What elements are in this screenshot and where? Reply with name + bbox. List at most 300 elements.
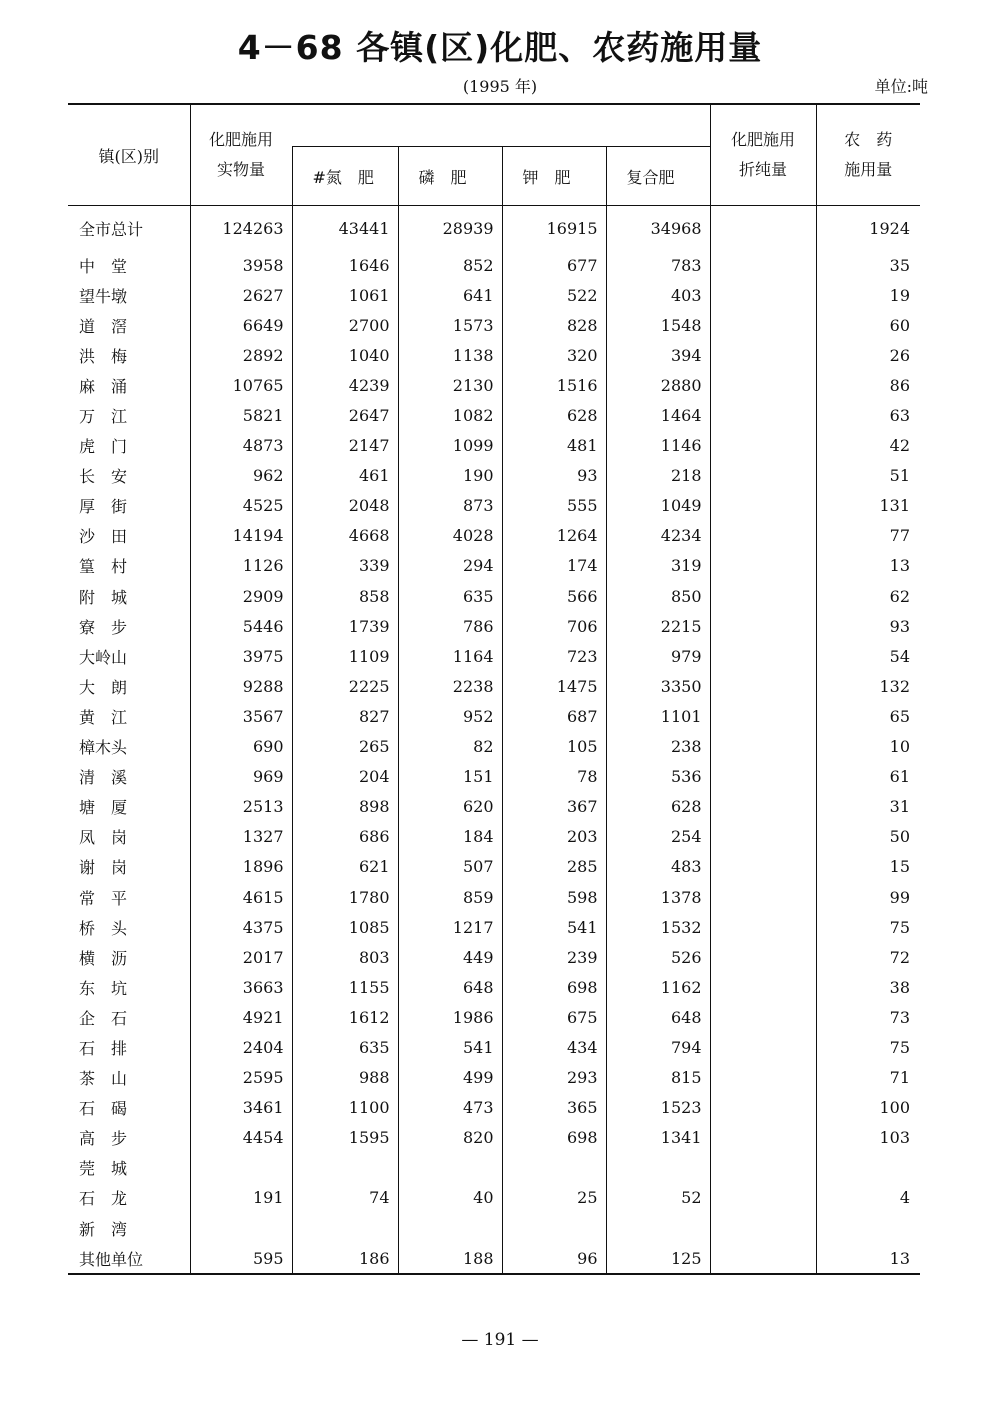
cell-phosphate: 1164 (398, 641, 502, 671)
cell-compound: 34968 (606, 206, 710, 251)
cell-nitrogen: 1109 (292, 641, 398, 671)
cell-physical: 124263 (190, 206, 292, 251)
table-row (68, 431, 920, 461)
cell-nitrogen: 686 (292, 822, 398, 852)
cell-pure (710, 461, 816, 491)
region-name: 其他单位 (68, 1243, 190, 1274)
cell-pesticide: 38 (816, 972, 920, 1002)
page-title: 4－68 各镇(区)化肥、农药施用量 (237, 28, 763, 67)
cell-potash: 96 (502, 1243, 606, 1274)
cell-compound: 815 (606, 1063, 710, 1093)
table-row (68, 206, 920, 251)
cell-pesticide: 99 (816, 882, 920, 912)
cell-pesticide: 51 (816, 461, 920, 491)
cell-phosphate: 151 (398, 762, 502, 792)
cell-pure (710, 942, 816, 972)
cell-compound: 1548 (606, 310, 710, 340)
cell-compound: 4234 (606, 521, 710, 551)
table-row (68, 310, 920, 340)
cell-potash: 566 (502, 581, 606, 611)
cell-compound: 1101 (606, 701, 710, 731)
cell-pure (710, 611, 816, 641)
cell-pure (710, 822, 816, 852)
region-name: 厚 街 (79, 497, 128, 517)
cell-physical: 6649 (190, 310, 292, 340)
cell-compound: 979 (606, 641, 710, 671)
region-name: 寮 步 (79, 617, 128, 637)
region-name: 桥 头 (79, 918, 128, 938)
cell-pesticide: 86 (816, 370, 920, 400)
region-name: 塘 厦 (79, 798, 128, 818)
table-row (68, 1153, 920, 1183)
cell-pesticide: 62 (816, 581, 920, 611)
cell-physical: 4921 (190, 1002, 292, 1032)
cell-pure (710, 431, 816, 461)
table-row (68, 340, 920, 370)
cell-potash: 481 (502, 431, 606, 461)
cell-potash: 239 (502, 942, 606, 972)
cell-compound: 2215 (606, 611, 710, 641)
table-row (68, 250, 920, 280)
cell-pure (710, 340, 816, 370)
cell-potash: 174 (502, 551, 606, 581)
cell-compound: 648 (606, 1002, 710, 1032)
cell-compound: 1523 (606, 1093, 710, 1123)
cell-compound: 850 (606, 581, 710, 611)
cell-nitrogen: 803 (292, 942, 398, 972)
cell-physical: 2404 (190, 1032, 292, 1062)
cell-phosphate: 190 (398, 461, 502, 491)
cell-pure (710, 641, 816, 671)
header-compound: 复合肥 (606, 147, 710, 206)
region-name: 中 堂 (79, 256, 128, 276)
cell-phosphate: 499 (398, 1063, 502, 1093)
cell-pesticide: 72 (816, 942, 920, 972)
cell-pure (710, 732, 816, 762)
cell-compound: 1162 (606, 972, 710, 1002)
cell-pure (710, 972, 816, 1002)
cell-pure (710, 1063, 816, 1093)
cell-physical: 1126 (190, 551, 292, 581)
table-row (68, 732, 920, 762)
cell-physical: 3461 (190, 1093, 292, 1123)
cell-pure (710, 852, 816, 882)
header-breakdown-gap (292, 104, 710, 147)
region-name: 石 排 (79, 1038, 128, 1058)
cell-physical: 2909 (190, 581, 292, 611)
cell-potash: 698 (502, 972, 606, 1002)
cell-compound: 1049 (606, 491, 710, 521)
page-number: — 191 — (461, 1330, 539, 1350)
region-name: 黄 江 (79, 707, 128, 727)
region-name: 道 滘 (79, 316, 128, 336)
table-row (68, 400, 920, 430)
cell-potash: 522 (502, 280, 606, 310)
cell-nitrogen: 898 (292, 792, 398, 822)
cell-compound: 628 (606, 792, 710, 822)
cell-physical: 2595 (190, 1063, 292, 1093)
cell-potash: 598 (502, 882, 606, 912)
region-name: 大岭山 (79, 647, 128, 667)
cell-pesticide: 65 (816, 701, 920, 731)
cell-potash: 1516 (502, 370, 606, 400)
cell-pure (710, 521, 816, 551)
cell-phosphate: 184 (398, 822, 502, 852)
cell-pesticide: 1924 (816, 206, 920, 251)
cell-compound: 218 (606, 461, 710, 491)
header-phosphate: 磷 肥 (398, 147, 502, 206)
cell-physical: 4375 (190, 912, 292, 942)
cell-pesticide: 75 (816, 1032, 920, 1062)
table-row (68, 822, 920, 852)
cell-potash: 541 (502, 912, 606, 942)
table-row (68, 1123, 920, 1153)
cell-pesticide: 93 (816, 611, 920, 641)
header-fert-physical-line1: 化肥施用 (208, 130, 273, 149)
cell-compound: 3350 (606, 671, 710, 701)
cell-pure (710, 400, 816, 430)
cell-potash: 203 (502, 822, 606, 852)
cell-nitrogen: 635 (292, 1032, 398, 1062)
header-fert-pure (710, 104, 816, 206)
region-name: 大 朗 (79, 677, 128, 697)
table-row (68, 1093, 920, 1123)
cell-pure (710, 1123, 816, 1153)
cell-compound: 783 (606, 250, 710, 280)
cell-pesticide: 131 (816, 491, 920, 521)
cell-pure (710, 762, 816, 792)
cell-physical: 2627 (190, 280, 292, 310)
table-row (68, 671, 920, 701)
table-row (68, 852, 920, 882)
cell-phosphate: 473 (398, 1093, 502, 1123)
region-name: 石 碣 (79, 1099, 128, 1119)
cell-phosphate: 873 (398, 491, 502, 521)
cell-phosphate: 507 (398, 852, 502, 882)
cell-potash: 675 (502, 1002, 606, 1032)
cell-phosphate: 82 (398, 732, 502, 762)
cell-phosphate: 852 (398, 250, 502, 280)
cell-pure (710, 206, 816, 251)
region-name: 企 石 (79, 1008, 128, 1028)
region-name: 洪 梅 (79, 346, 128, 366)
cell-pure (710, 912, 816, 942)
cell-pesticide: 10 (816, 732, 920, 762)
cell-physical: 191 (190, 1153, 292, 1243)
cell-pesticide: 42 (816, 431, 920, 461)
table-row (68, 461, 920, 491)
cell-potash: 687 (502, 701, 606, 731)
cell-pesticide: 60 (816, 310, 920, 340)
cell-phosphate: 1217 (398, 912, 502, 942)
cell-physical: 962 (190, 461, 292, 491)
cell-potash: 78 (502, 762, 606, 792)
cell-compound: 394 (606, 340, 710, 370)
header-region: 镇(区)别 (68, 104, 190, 206)
cell-pure (710, 701, 816, 731)
cell-compound: 403 (606, 280, 710, 310)
cell-pure (710, 792, 816, 822)
table-row (68, 912, 920, 942)
cell-compound: 238 (606, 732, 710, 762)
cell-pure (710, 1243, 816, 1274)
cell-nitrogen: 1100 (292, 1093, 398, 1123)
table-row (68, 1032, 920, 1062)
cell-compound: 1378 (606, 882, 710, 912)
cell-phosphate: 294 (398, 551, 502, 581)
region-name: 东 坑 (79, 978, 128, 998)
cell-nitrogen: 461 (292, 461, 398, 491)
cell-potash: 698 (502, 1123, 606, 1153)
cell-compound: 1532 (606, 912, 710, 942)
cell-phosphate: 620 (398, 792, 502, 822)
cell-nitrogen: 827 (292, 701, 398, 731)
cell-nitrogen: 43441 (292, 206, 398, 251)
cell-pure (710, 310, 816, 340)
table-row (68, 611, 920, 641)
cell-physical: 1896 (190, 852, 292, 882)
header-nitrogen: #氮 肥 (292, 147, 398, 206)
header-fert-pure-line1: 化肥施用 (730, 130, 795, 149)
header-fert-physical-line2: 实物量 (216, 160, 265, 179)
cell-nitrogen: 1780 (292, 882, 398, 912)
cell-phosphate: 1986 (398, 1002, 502, 1032)
cell-phosphate: 4028 (398, 521, 502, 551)
cell-physical: 1327 (190, 822, 292, 852)
table-row (68, 370, 920, 400)
cell-phosphate: 648 (398, 972, 502, 1002)
fertilizer-pesticide-table (68, 103, 920, 1275)
cell-potash: 16915 (502, 206, 606, 251)
table-row (68, 701, 920, 731)
table-row (68, 1002, 920, 1032)
cell-phosphate: 820 (398, 1123, 502, 1153)
cell-pesticide: 13 (816, 1243, 920, 1274)
cell-nitrogen: 204 (292, 762, 398, 792)
cell-phosphate: 40 (398, 1153, 502, 1243)
cell-pure (710, 370, 816, 400)
cell-pesticide: 4 (816, 1153, 920, 1243)
cell-potash: 1475 (502, 671, 606, 701)
cell-phosphate: 2130 (398, 370, 502, 400)
cell-physical: 9288 (190, 671, 292, 701)
cell-nitrogen: 1085 (292, 912, 398, 942)
cell-potash: 285 (502, 852, 606, 882)
region-name: 长 安 (79, 467, 128, 487)
cell-nitrogen: 339 (292, 551, 398, 581)
year-label: (1995 年) (462, 77, 538, 96)
region-name: 望牛墩 (79, 286, 128, 306)
table-row (68, 280, 920, 310)
cell-phosphate: 2238 (398, 671, 502, 701)
table-row (68, 551, 920, 581)
cell-pure (710, 1002, 816, 1032)
region-name: 附 城 (79, 587, 128, 607)
region-name: 清 溪 (79, 768, 128, 788)
cell-compound: 536 (606, 762, 710, 792)
header-pesticide (816, 104, 920, 206)
region-name: 万 江 (79, 407, 128, 427)
cell-phosphate: 1138 (398, 340, 502, 370)
cell-pure (710, 1032, 816, 1062)
header-potash: 钾 肥 (502, 147, 606, 206)
cell-potash: 677 (502, 250, 606, 280)
region-name: 常 平 (79, 888, 128, 908)
region-name: 莞 城 (79, 1159, 128, 1179)
cell-nitrogen: 858 (292, 581, 398, 611)
cell-compound: 1341 (606, 1123, 710, 1153)
cell-potash: 628 (502, 400, 606, 430)
cell-compound: 1464 (606, 400, 710, 430)
cell-pure (710, 882, 816, 912)
cell-potash: 365 (502, 1093, 606, 1123)
cell-compound: 319 (606, 551, 710, 581)
cell-phosphate: 541 (398, 1032, 502, 1062)
region-name: 石 龙 (79, 1189, 128, 1209)
header-pesticide-line1: 农 药 (844, 130, 893, 149)
region-name: 新 湾 (79, 1219, 128, 1239)
cell-phosphate: 28939 (398, 206, 502, 251)
cell-compound: 483 (606, 852, 710, 882)
cell-phosphate: 1082 (398, 400, 502, 430)
cell-nitrogen: 2147 (292, 431, 398, 461)
cell-nitrogen: 1739 (292, 611, 398, 641)
cell-physical: 595 (190, 1243, 292, 1274)
cell-pesticide: 13 (816, 551, 920, 581)
region-name: 全市总计 (79, 219, 144, 239)
cell-potash: 1264 (502, 521, 606, 551)
cell-pure (710, 581, 816, 611)
table-row (68, 942, 920, 972)
cell-nitrogen: 74 (292, 1153, 398, 1243)
cell-pesticide: 26 (816, 340, 920, 370)
cell-phosphate: 641 (398, 280, 502, 310)
cell-physical: 3567 (190, 701, 292, 731)
cell-compound: 52 (606, 1153, 710, 1243)
cell-phosphate: 859 (398, 882, 502, 912)
cell-physical: 2892 (190, 340, 292, 370)
table-row (68, 792, 920, 822)
cell-nitrogen: 186 (292, 1243, 398, 1274)
cell-pure (710, 250, 816, 280)
table-row (68, 521, 920, 551)
cell-potash: 320 (502, 340, 606, 370)
cell-pesticide: 75 (816, 912, 920, 942)
cell-pesticide: 19 (816, 280, 920, 310)
cell-pure (710, 491, 816, 521)
cell-potash: 723 (502, 641, 606, 671)
cell-nitrogen: 2700 (292, 310, 398, 340)
cell-nitrogen: 988 (292, 1063, 398, 1093)
cell-physical: 2017 (190, 942, 292, 972)
region-name: 麻 涌 (79, 376, 128, 396)
cell-potash: 25 (502, 1153, 606, 1243)
cell-pesticide: 71 (816, 1063, 920, 1093)
cell-nitrogen: 2048 (292, 491, 398, 521)
cell-nitrogen: 2647 (292, 400, 398, 430)
region-name: 沙 田 (79, 527, 128, 547)
cell-potash: 706 (502, 611, 606, 641)
cell-physical: 14194 (190, 521, 292, 551)
cell-pesticide: 73 (816, 1002, 920, 1032)
cell-physical: 5446 (190, 611, 292, 641)
cell-phosphate: 952 (398, 701, 502, 731)
cell-physical: 5821 (190, 400, 292, 430)
cell-physical: 4873 (190, 431, 292, 461)
cell-nitrogen: 1612 (292, 1002, 398, 1032)
header-pesticide-line2: 施用量 (844, 160, 893, 179)
cell-physical: 3663 (190, 972, 292, 1002)
cell-potash: 93 (502, 461, 606, 491)
cell-compound: 254 (606, 822, 710, 852)
unit-label: 单位:吨 (874, 77, 928, 96)
cell-physical: 2513 (190, 792, 292, 822)
cell-nitrogen: 1155 (292, 972, 398, 1002)
cell-pure (710, 551, 816, 581)
table-row (68, 581, 920, 611)
cell-compound: 125 (606, 1243, 710, 1274)
region-name: 茶 山 (79, 1069, 128, 1089)
table-row (68, 882, 920, 912)
table-row (68, 641, 920, 671)
cell-compound: 526 (606, 942, 710, 972)
cell-physical: 4525 (190, 491, 292, 521)
region-name: 虎 门 (79, 437, 128, 457)
cell-pesticide: 61 (816, 762, 920, 792)
table-row (68, 972, 920, 1002)
cell-compound: 1146 (606, 431, 710, 461)
header-fert-physical (190, 104, 292, 206)
cell-phosphate: 449 (398, 942, 502, 972)
cell-physical: 3958 (190, 250, 292, 280)
cell-nitrogen: 1040 (292, 340, 398, 370)
cell-physical: 969 (190, 762, 292, 792)
cell-phosphate: 188 (398, 1243, 502, 1274)
region-name: 谢 岗 (79, 858, 128, 878)
cell-potash: 434 (502, 1032, 606, 1062)
cell-phosphate: 1573 (398, 310, 502, 340)
cell-phosphate: 635 (398, 581, 502, 611)
region-name: 凤 岗 (79, 828, 128, 848)
cell-compound: 794 (606, 1032, 710, 1062)
table-row (68, 491, 920, 521)
cell-nitrogen: 1595 (292, 1123, 398, 1153)
cell-pure (710, 1153, 816, 1243)
table-row (68, 1063, 920, 1093)
cell-pesticide: 77 (816, 521, 920, 551)
table-row (68, 762, 920, 792)
cell-pesticide: 15 (816, 852, 920, 882)
cell-pure (710, 671, 816, 701)
cell-physical: 4454 (190, 1123, 292, 1153)
cell-pure (710, 280, 816, 310)
cell-nitrogen: 4239 (292, 370, 398, 400)
cell-pesticide: 132 (816, 671, 920, 701)
cell-potash: 293 (502, 1063, 606, 1093)
cell-nitrogen: 2225 (292, 671, 398, 701)
table-row (68, 1243, 920, 1274)
cell-nitrogen: 265 (292, 732, 398, 762)
cell-nitrogen: 4668 (292, 521, 398, 551)
cell-pesticide: 54 (816, 641, 920, 671)
cell-potash: 105 (502, 732, 606, 762)
header-fert-pure-line2: 折纯量 (738, 160, 787, 179)
region-name: 横 沥 (79, 948, 128, 968)
cell-pesticide: 100 (816, 1093, 920, 1123)
region-name: 樟木头 (79, 738, 128, 758)
cell-pesticide: 103 (816, 1123, 920, 1153)
cell-physical: 10765 (190, 370, 292, 400)
